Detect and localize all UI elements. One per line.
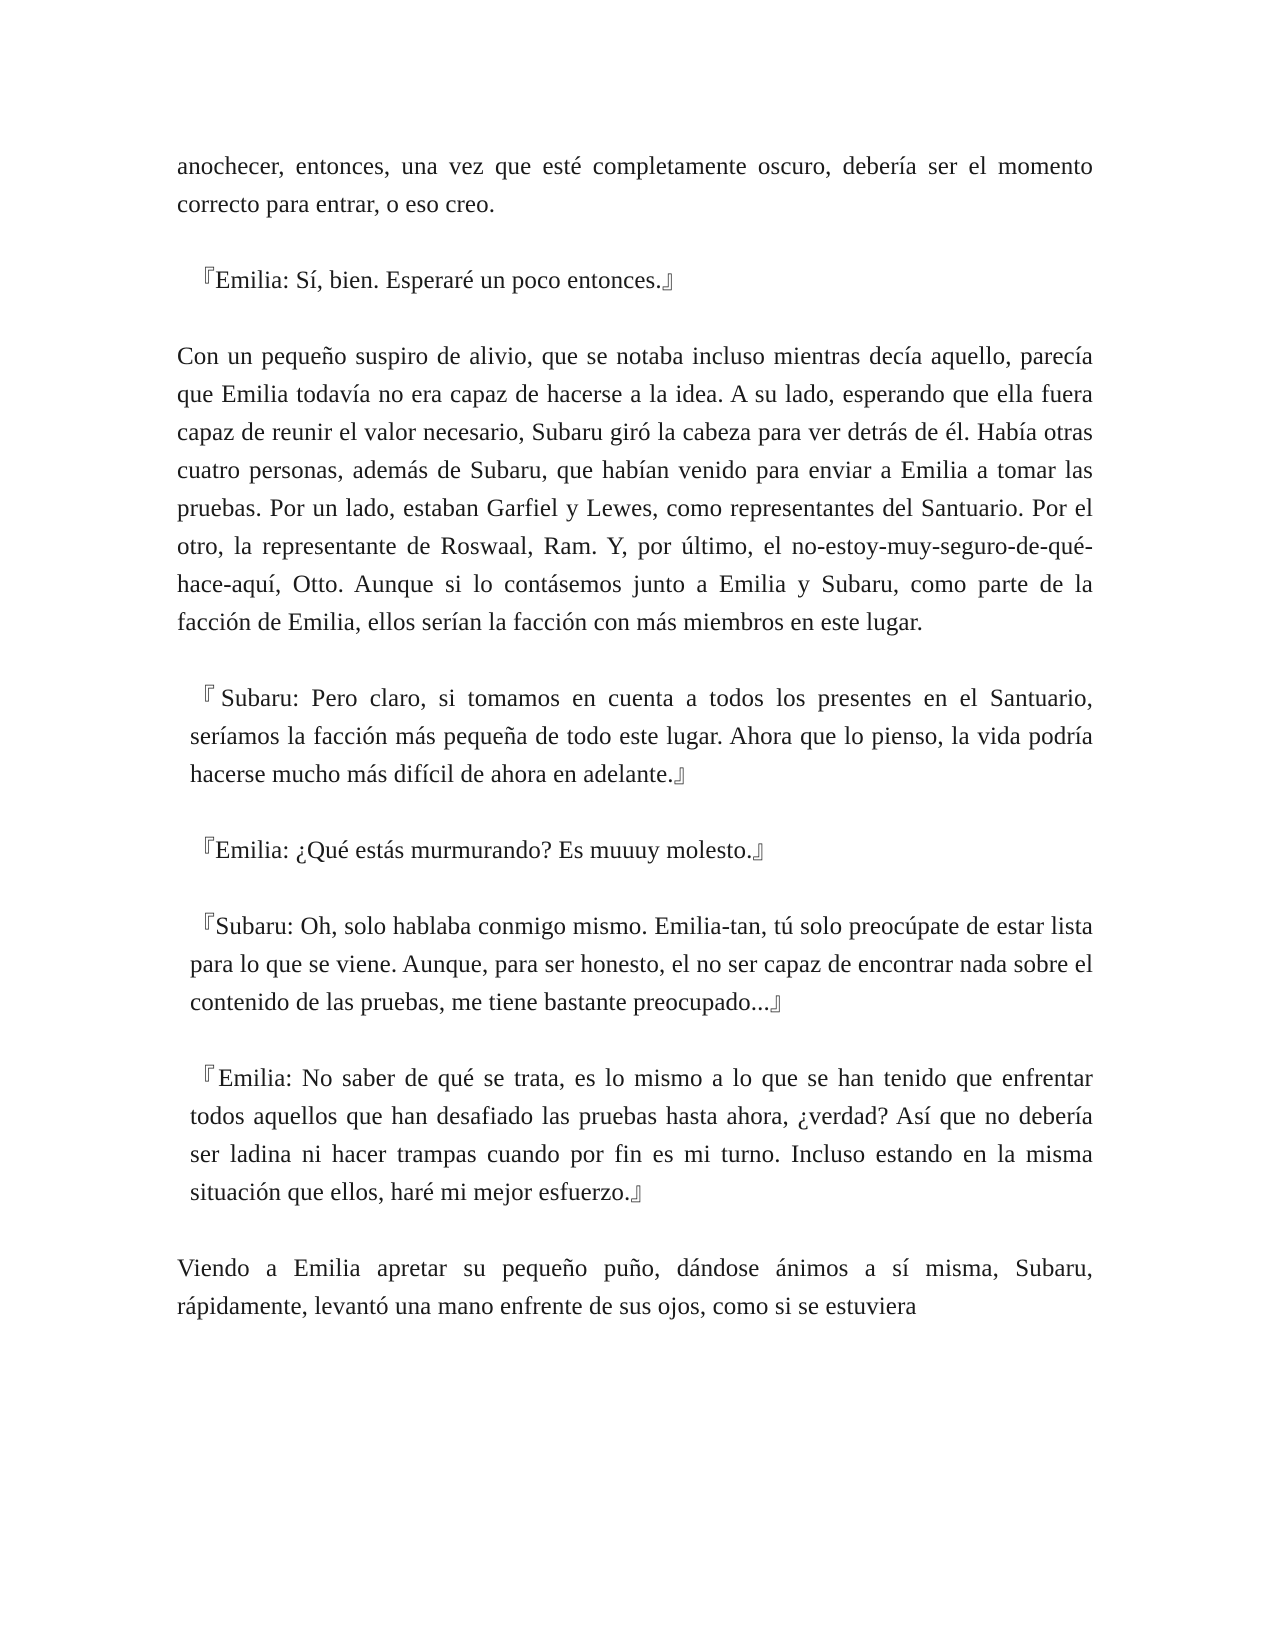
body-text bbox=[177, 148, 1093, 1326]
paragraph-gap bbox=[177, 870, 1093, 908]
paragraph-gap bbox=[177, 224, 1093, 262]
paragraph-gap bbox=[177, 794, 1093, 832]
paragraph-gap bbox=[177, 1022, 1093, 1060]
dialogue-line-3: 『Emilia: ¿Qué estás murmurando? Es muuuy molesto.』 bbox=[190, 837, 778, 864]
paragraph-3: Viendo a Emilia apretar su pequeño puño, dándose ánimos a sí misma, Subaru, rápidamente, levantó una mano enfrente de sus ojos, como si se estuviera bbox=[177, 1255, 1093, 1320]
dialogue-line-4: 『Subaru: Oh, solo hablaba conmigo mismo. Emilia-tan, tú solo preocúpate de estar lista para lo que se viene. Aunque, para ser honesto, el no ser capaz de encontrar nada sobre el contenido de las pruebas, me tiene bastante preocupado...』 bbox=[190, 913, 1093, 1016]
dialogue-line-1: 『Emilia: Sí, bien. Esperaré un poco entonces.』 bbox=[190, 267, 687, 294]
paragraph-1: anochecer, entonces, una vez que esté completamente oscuro, debería ser el momento correcto para entrar, o eso creo. bbox=[177, 153, 1093, 218]
paragraph-gap bbox=[177, 642, 1093, 680]
paragraph-gap bbox=[177, 300, 1093, 338]
dialogue-line-2: 『Subaru: Pero claro, si tomamos en cuenta a todos los presentes en el Santuario, seríamos la facción más pequeña de todo este lugar. Ahora que lo pienso, la vida podría hacerse mucho más difícil de ahora en adelante.』 bbox=[190, 685, 1093, 788]
paragraph-2: Con un pequeño suspiro de alivio, que se notaba incluso mientras decía aquello, parecía que Emilia todavía no era capaz de hacerse a la idea. A su lado, esperando que ella fuera capaz de reunir el valor necesario, Subaru giró la cabeza para ver detrás de él. Había otras cuatro personas, además de Subaru, que habían venido para enviar a Emilia a tomar las pruebas. Por un lado, estaban Garfiel y Lewes, como representantes del Santuario. Por el otro, la representante de Roswaal, Ram. Y, por último, el no-estoy-muy-seguro-de-qué-hace-aquí, Otto. Aunque si lo contásemos junto a Emilia y Subaru, como parte de la facción de Emilia, ellos serían la facción con más miembros en este lugar. bbox=[177, 343, 1093, 636]
dialogue-line-5: 『Emilia: No saber de qué se trata, es lo mismo a lo que se han tenido que enfrentar todos aquellos que han desafiado las pruebas hasta ahora, ¿verdad? Así que no debería ser ladina ni hacer trampas cuando por fin es mi turno. Incluso estando en la misma situación que ellos, haré mi mejor esfuerzo.』 bbox=[190, 1065, 1093, 1206]
paragraph-gap bbox=[177, 1212, 1093, 1250]
